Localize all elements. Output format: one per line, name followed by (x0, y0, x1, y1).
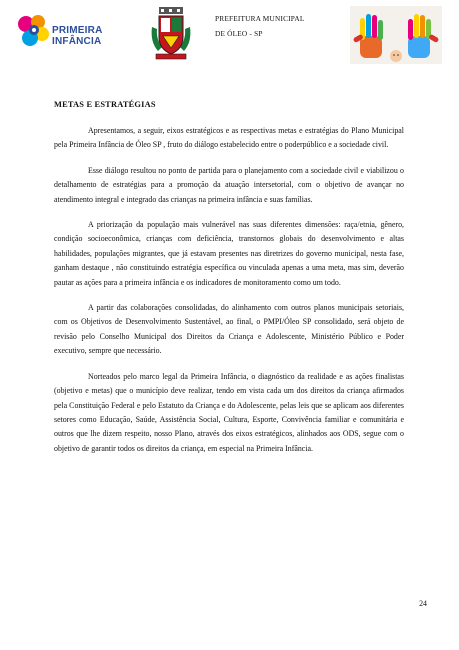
paragraph-5: Norteados pelo marco legal da Primeira Infância, o diagnóstico da realidade e as ações finalistas (objetivo e metas) que o município deve realizar, tendo em vista cada um dos direitos da criança afirmados pela Constituição Federal e pelo Estatuto da Criança e do Adolescente, pelas leis que se aplicam aos diferentes setores como Educação, Saúde, Assistência Social, Cultura, Esporte, Convivência familiar e comunitária e outros que lhe dizem respeito, nosso Plano, através dos eixos estratégicos, alinhados aos ODS, segue com o objetivo de garantir todos os direitos da criança, em especial na Primeira Infância. (54, 371, 404, 453)
municipal-crest-icon (150, 7, 192, 61)
painted-hands-photo (350, 6, 442, 64)
prefeitura-line2: DE ÓLEO - SP (215, 29, 263, 38)
paragraph-4: A partir das colaborações consolidadas, do alinhamento com outros planos municipais setoriais, com os Objetivos de Desenvolvimento Sustentável, ao final, o PMPI/Óleo SP consolidado, será objeto de revisão pelo Conselho Municipal dos Direitos da Criança e Adolescente, Ministério Público e Poder executivo, sempre que necessário. (54, 303, 404, 356)
page-header (0, 0, 459, 72)
logo-text-line2: INFÂNCIA (52, 36, 102, 47)
prefeitura-line1: PREFEITURA MUNICIPAL (215, 14, 305, 23)
primeira-infancia-logo (14, 12, 124, 52)
paragraph-2: Esse diálogo resultou no ponto de partida para o planejamento com a sociedade civil e viabilizou o detalhamento de estratégias para a promoção da atuação intersetorial, com o objetivo de avançar no atendimento integral e integrado das crianças na primeira infância e suas famílias. (54, 165, 404, 204)
primeira-infancia-logo-icon (14, 12, 54, 52)
prefeitura-heading (215, 11, 304, 41)
page-number: 24 (419, 599, 427, 608)
paragraph-3: A priorização da população mais vulnerável nas suas diferentes dimensões: raça/etnia, gênero, condição socioeconômica, crianças com deficiência, transtornos globais do desenvolvimento e altas habilidades, populações migrantes, que já estavam presentes nas diretrizes do governo municipal, nesta fase, ganham destaque , não constituindo estratégia específica ou vinculada apenas a uma meta, mas sim, deverão pautar as ações para a primeira infância e os indicadores de monitoramento como um todo. (54, 220, 404, 287)
paragraph-1: Apresentamos, a seguir, eixos estratégicos e as respectivas metas e estratégias do Plano Municipal pela Primeira Infância de Óleo SP , fruto do diálogo estabelecido entre o poderpúblico e a sociedade civil. (54, 126, 404, 150)
body-text (54, 124, 404, 467)
section-title: METAS E ESTRATÉGIAS (54, 100, 156, 109)
logo-text-line1: PRIMEIRA (52, 25, 103, 36)
